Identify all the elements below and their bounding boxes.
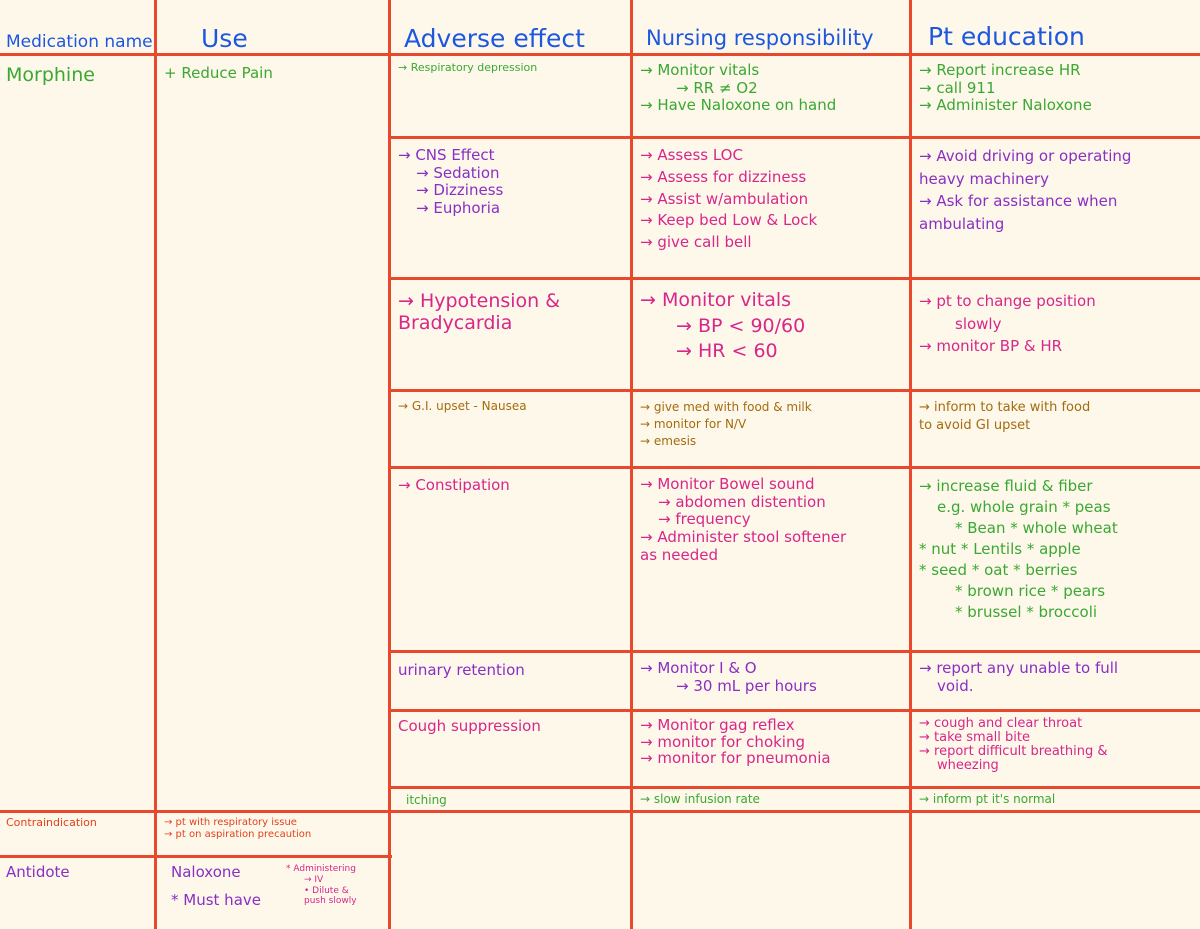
education-item: → inform to take with food (919, 400, 1091, 415)
education-item: to avoid GI upset (919, 418, 1031, 434)
header-adverse-effect: Adverse effect (404, 24, 585, 53)
header-pt-education: Pt education (928, 22, 1085, 51)
nursing-item: → frequency (658, 510, 751, 529)
nursing-item: → BP < 90/60 (676, 314, 806, 337)
nursing-item: → HR < 60 (676, 340, 778, 363)
grid-line (388, 709, 1200, 712)
antidote-admin (280, 862, 388, 909)
grid-line (154, 0, 157, 929)
education-item: → take small bite (919, 730, 1031, 746)
row-1-education (913, 60, 1200, 117)
nursing-item: → Monitor vitals (640, 61, 760, 79)
header-use: Use (201, 24, 248, 53)
education-item: → call 911 (919, 78, 996, 97)
education-item: → inform pt it's normal (919, 792, 1056, 806)
row-5-education (913, 474, 1200, 625)
row-7-education (913, 715, 1200, 775)
header-nursing-responsibility: Nursing responsibility (646, 26, 874, 50)
row-5-adverse (392, 475, 630, 497)
education-item: * seed * oat * berries (919, 561, 1078, 579)
nursing-item: → Administer stool softener (640, 528, 847, 547)
contraindication-item: → pt on aspiration precaution (164, 829, 312, 840)
nursing-item: → Assess LOC (640, 146, 743, 164)
education-item: * nut * Lentils * apple (919, 540, 1081, 558)
education-item: * brown rice * pears (955, 582, 1106, 600)
grid-line (388, 277, 1200, 280)
education-item: slowly (955, 314, 1002, 333)
grid-line (388, 466, 1200, 469)
adverse-item: → Hypotension & (398, 290, 561, 312)
education-item: → increase fluid & fiber (919, 477, 1093, 495)
grid-line (909, 0, 912, 929)
adverse-item: → G.I. upset - Nausea (398, 399, 527, 413)
nursing-item: → abdomen distention (658, 492, 826, 511)
nursing-item: → give med with food & milk (640, 400, 812, 414)
education-item: * brussel * broccoli (955, 603, 1098, 621)
nursing-item: → monitor for choking (640, 732, 805, 751)
grid-line (630, 0, 633, 929)
education-item: ambulating (919, 214, 1005, 233)
row-6-nursing (634, 658, 909, 697)
education-item: → Avoid driving or operating (919, 147, 1132, 165)
grid-line (388, 389, 1200, 392)
row-7-adverse (392, 716, 630, 738)
nursing-item: → emesis (640, 433, 697, 448)
contraindication-list (158, 815, 388, 843)
row-8-nursing (634, 790, 909, 808)
row-4-education (913, 397, 1200, 437)
antidote-admin-item: → IV (304, 874, 324, 885)
education-item: → cough and clear throat (919, 716, 1083, 731)
adverse-item: Bradycardia (398, 312, 513, 335)
row-3-education (913, 288, 1200, 360)
row-6-education (913, 658, 1200, 697)
row-2-education (913, 143, 1200, 237)
contraindication-label: Contraindication (6, 816, 97, 829)
row-5-nursing (634, 474, 909, 566)
nursing-item: → Assist w/ambulation (640, 189, 809, 208)
nursing-item: → Monitor I & O (640, 659, 757, 677)
row-1-adverse (392, 60, 630, 77)
adverse-item: → CNS Effect (398, 146, 495, 164)
medication-use: + Reduce Pain (164, 64, 273, 82)
row-4-nursing (634, 397, 909, 451)
adverse-item: → Sedation (416, 163, 500, 182)
contraindication-item: → pt with respiratory issue (164, 817, 297, 828)
antidote-admin-item: * Administering (286, 864, 356, 874)
education-item: → report any unable to full (919, 659, 1119, 677)
antidote-admin-item: • Dilute & (304, 885, 349, 896)
row-7-nursing (634, 715, 909, 769)
antidote-admin-item: push slowly (304, 896, 357, 907)
grid-line (0, 810, 1200, 813)
row-8-adverse (400, 791, 630, 809)
nursing-item: → RR ≠ O2 (676, 78, 758, 97)
row-2-adverse (392, 145, 630, 220)
education-item: → Report increase HR (919, 61, 1081, 79)
grid-line (388, 650, 1200, 653)
education-item: → pt to change position (919, 292, 1096, 310)
row-1-nursing (634, 60, 909, 117)
row-8-education (913, 790, 1200, 808)
education-item: * Bean * whole wheat (955, 519, 1118, 537)
nursing-item: → slow infusion rate (640, 792, 760, 806)
education-item: → report difficult breathing & (919, 744, 1108, 760)
adverse-item: → Constipation (398, 476, 510, 494)
row-4-adverse (392, 397, 630, 415)
header-medication-name: Medication name (6, 32, 153, 52)
nursing-item: → Have Naloxone on hand (640, 96, 837, 115)
adverse-item: Cough suppression (398, 717, 541, 735)
education-item: → Administer Naloxone (919, 96, 1092, 115)
education-item: → Ask for assistance when (919, 192, 1118, 210)
nursing-item: → give call bell (640, 233, 752, 251)
education-item: void. (937, 676, 974, 695)
antidote-name: Naloxone (171, 863, 241, 881)
adverse-item: → Respiratory depression (398, 61, 538, 74)
nursing-item: → Assess for dizziness (640, 167, 807, 186)
row-2-nursing (634, 143, 909, 256)
nursing-item: → Monitor vitals (640, 289, 792, 311)
adverse-item: itching (406, 793, 447, 807)
medication-name: Morphine (6, 64, 95, 86)
adverse-item: urinary retention (398, 661, 525, 679)
grid-line (388, 0, 391, 929)
adverse-item: → Euphoria (416, 199, 501, 218)
grid-line (0, 855, 392, 858)
row-6-adverse (392, 660, 630, 682)
education-item: heavy machinery (919, 169, 1049, 188)
grid-line (388, 136, 1200, 139)
education-item: → monitor BP & HR (919, 337, 1063, 355)
nursing-item: → monitor for pneumonia (640, 749, 831, 767)
education-item: wheezing (937, 758, 999, 774)
grid-line (388, 786, 1200, 789)
row-3-nursing (634, 286, 909, 367)
adverse-item: → Dizziness (416, 181, 504, 200)
education-item: e.g. whole grain * peas (937, 498, 1111, 516)
antidote-label: Antidote (6, 863, 70, 881)
nursing-item: → monitor for N/V (640, 416, 747, 431)
nursing-item: → Monitor Bowel sound (640, 475, 815, 493)
nursing-item: → 30 mL per hours (676, 676, 817, 695)
row-3-adverse (392, 288, 630, 337)
nursing-item: as needed (640, 545, 719, 564)
nursing-item: → Keep bed Low & Lock (640, 211, 818, 230)
nursing-item: → Monitor gag reflex (640, 716, 795, 734)
antidote-note: * Must have (171, 891, 261, 909)
